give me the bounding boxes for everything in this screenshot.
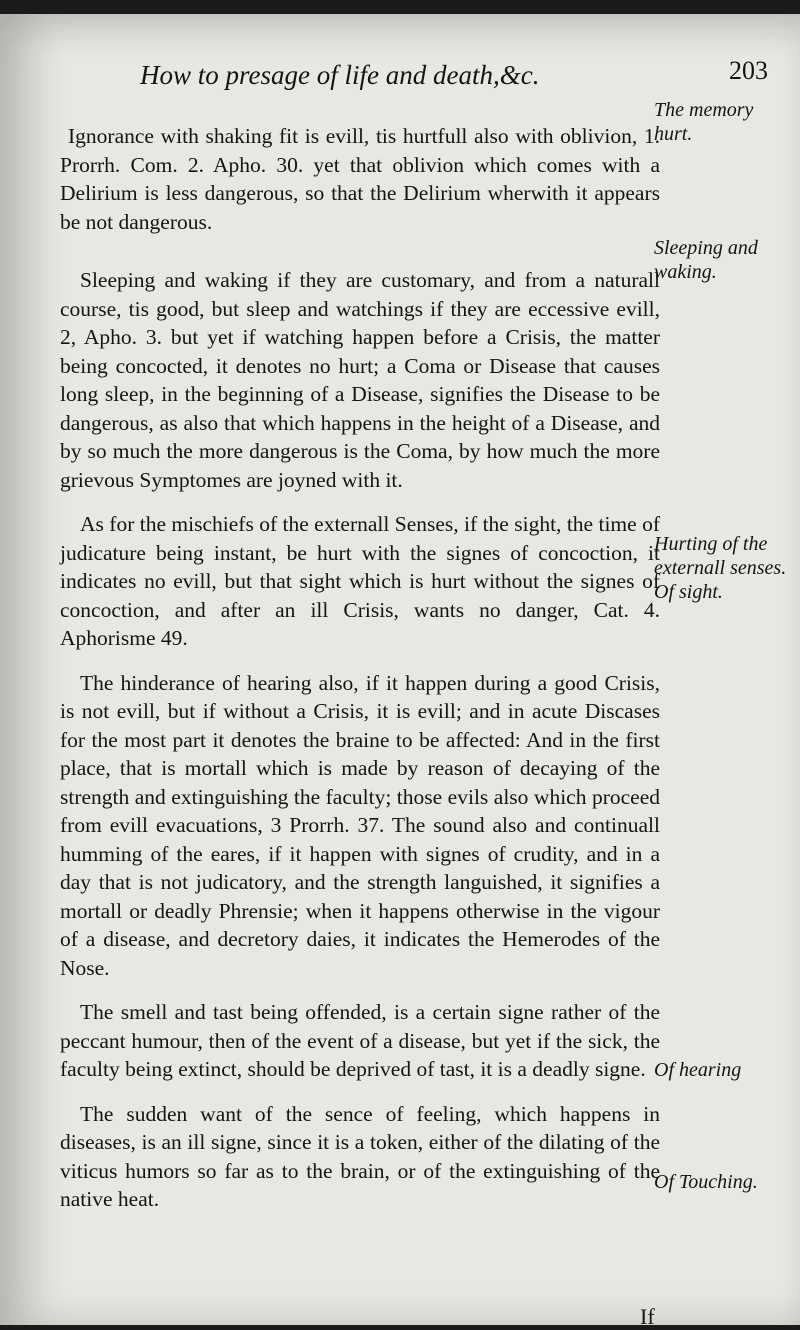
- body-text: [60, 122, 660, 1230]
- paragraph-senses: As for the mischiefs of the externall Senses, if the sight, the time of judicature being instant, be hurt with the signes of concoction, it indicates no evill, but that sight which is hurt without the signes of concoction, and after an ill Crisis, wants no danger, Cat. 4. Aphorisme 49.: [60, 512, 660, 650]
- paragraph-hearing: The hinderance of hearing also, if it happen during a good Crisis, is not evill, but if without a Crisis, it is evill; and in acute Discases for the most part it denotes the braine to be affected: And in the first place, that is mortall which is made by reason of decaying of the strength and extinguishing the faculty; those evils also which proceed from evill evacuations, 3 Prorrh. 37. The sound also and continuall humming of the eares, if it happen with signes of crudity, and in a day that is not judicatory, and the strength languished, it signifies a mortall or deadly Phrensie; when it happens otherwise in the vigour of a disease, and decretory daies, it indicates the Hemerodes of the Nose.: [60, 670, 660, 980]
- margin-note-sleeping: Sleeping and waking.: [654, 237, 758, 283]
- book-page: [0, 14, 800, 1329]
- running-head: How to presage of life and death,&c.: [140, 60, 540, 90]
- paragraph-sleeping: Sleeping and waking if they are customary, and from a naturall course, tis good, but sleep and watchings if they are eccessive evill, 2, Apho. 3. but yet if watching happen before a Crisis, the matter being concocted, it denotes no hurt; a Coma or Disease that causes long sleep, in the beginning of a Disease, signifies the Disease to be dangerous, as also that which happens in the height of a Disease, and by so much the more dangerous is the Coma, by how much the more grievous Symptomes are joyned with it.: [60, 268, 660, 492]
- margin-note-hearing: Of hearing: [654, 1059, 742, 1081]
- paragraph-memory: Ignorance with shaking fit is evill, tis hurtfull also with oblivion, 1. Prorrh. Com. 2. Apho. 30. yet that oblivion which comes with a Delirium is less dangerous, so that the Delirium wherwith it appears be not dangerous.: [60, 124, 660, 234]
- margin-note-senses: Hurting of the externall senses. Of sight.: [654, 533, 787, 603]
- paragraph-feeling: The sudden want of the sence of feeling, which happens in diseases, is an ill signe, since it is a token, either of the dilating of the viticus humors so far as to the brain, or of the extinguishing of the native heat.: [60, 1101, 660, 1211]
- paragraph-smell-taste: The smell and tast being offended, is a certain signe rather of the peccant humour, then of the event of a disease, but yet if the sick, the faculty being extinct, should be deprived of tast, it is a deadly signe.: [60, 1000, 660, 1081]
- margin-note-touching: Of Touching.: [654, 1171, 758, 1193]
- margin-note-memory: The memory hurt.: [654, 99, 754, 145]
- page-number: 203: [729, 56, 768, 85]
- catchword: If: [640, 1304, 655, 1329]
- page-header: [140, 54, 780, 94]
